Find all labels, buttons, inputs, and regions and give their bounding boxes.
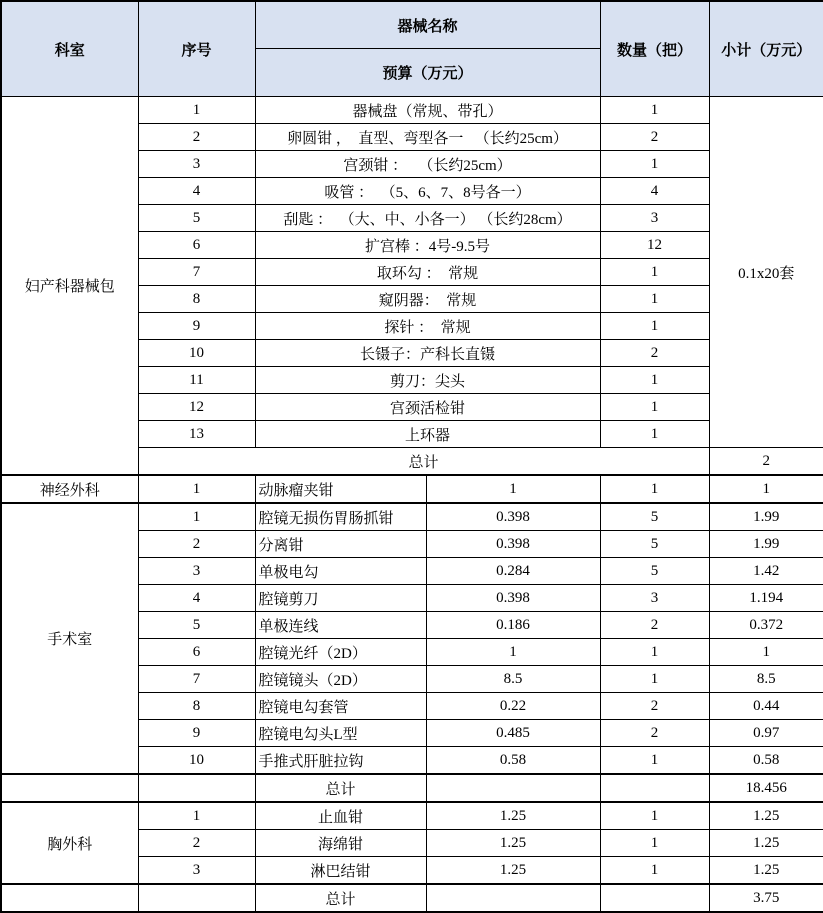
- device-name-cell: 吸管 ： （5、6、7、8号各一）: [255, 178, 600, 205]
- device-name-cell: 淋巴结钳: [255, 857, 426, 885]
- seq-cell: 1: [138, 475, 255, 503]
- table-row: [1, 503, 823, 531]
- qty-cell: 1: [600, 475, 709, 503]
- subtotal-cell: 0.372: [709, 612, 823, 639]
- seq-cell: 1: [138, 97, 255, 124]
- subtotal-cell: 0.44: [709, 693, 823, 720]
- device-name-cell: 上环器: [255, 421, 600, 448]
- device-name-cell: 宫颈活检钳: [255, 394, 600, 421]
- device-name-cell: 分离钳: [255, 531, 426, 558]
- seq-cell: 5: [138, 612, 255, 639]
- qty-cell: 4: [600, 178, 709, 205]
- total-label-cell: 总计: [255, 774, 426, 802]
- empty-cell: [600, 884, 709, 912]
- empty-cell: [138, 884, 255, 912]
- device-name-cell: 单极连线: [255, 612, 426, 639]
- qty-cell: 1: [600, 830, 709, 857]
- device-name-cell: 单极电勾: [255, 558, 426, 585]
- device-name-cell: 止血钳: [255, 802, 426, 830]
- subtotal-cell: 1: [709, 475, 823, 503]
- qty-cell: 2: [600, 720, 709, 747]
- seq-cell: 2: [138, 830, 255, 857]
- qty-cell: 5: [600, 531, 709, 558]
- budget-cell: 0.186: [426, 612, 600, 639]
- empty-cell: [600, 774, 709, 802]
- device-name-cell: 窥阴器： 常规: [255, 286, 600, 313]
- table-row: [1, 475, 823, 503]
- device-name-cell: 腔镜电勾头L型: [255, 720, 426, 747]
- table-row: [1, 97, 823, 124]
- seq-cell: 5: [138, 205, 255, 232]
- seq-cell: 3: [138, 857, 255, 885]
- header-qty: 数量（把）: [600, 1, 709, 97]
- qty-cell: 2: [600, 340, 709, 367]
- device-name-cell: 宫颈钳 ： （长约25cm）: [255, 151, 600, 178]
- subtotal-cell: 1.99: [709, 503, 823, 531]
- qty-cell: 3: [600, 205, 709, 232]
- budget-cell: 8.5: [426, 666, 600, 693]
- total-row: [1, 884, 823, 912]
- device-name-cell: 扩宫棒 ：4号-9.5号: [255, 232, 600, 259]
- empty-cell: [426, 884, 600, 912]
- total-label-cell: 总计: [255, 884, 426, 912]
- budget-cell: 1.25: [426, 802, 600, 830]
- budget-cell: 0.485: [426, 720, 600, 747]
- budget-cell: 0.58: [426, 747, 600, 775]
- subtotal-cell: 1.194: [709, 585, 823, 612]
- header-dept: 科室: [1, 1, 138, 97]
- subtotal-cell: 1.25: [709, 857, 823, 885]
- qty-cell: 5: [600, 503, 709, 531]
- device-name-cell: 腔镜无损伤胃肠抓钳: [255, 503, 426, 531]
- empty-cell: [426, 774, 600, 802]
- total-value-cell: 2: [709, 448, 823, 476]
- subtotal-cell: 1.25: [709, 802, 823, 830]
- seq-cell: 6: [138, 639, 255, 666]
- dept-cell: 手术室: [1, 503, 138, 774]
- seq-cell: 3: [138, 558, 255, 585]
- subtotal-cell: 0.97: [709, 720, 823, 747]
- seq-cell: 6: [138, 232, 255, 259]
- device-name-cell: 长镊子：产科长直镊: [255, 340, 600, 367]
- device-name-cell: 腔镜电勾套管: [255, 693, 426, 720]
- dept-cell: 胸外科: [1, 802, 138, 884]
- subtotal-cell: 1.25: [709, 830, 823, 857]
- device-name-cell: 海绵钳: [255, 830, 426, 857]
- dept-cell: 妇产科器械包: [1, 97, 138, 476]
- seq-cell: 8: [138, 693, 255, 720]
- seq-cell: 2: [138, 124, 255, 151]
- total-label-cell: 总计: [138, 448, 709, 476]
- budget-cell: 0.284: [426, 558, 600, 585]
- qty-cell: 1: [600, 367, 709, 394]
- header-device-name: 器械名称: [255, 1, 600, 49]
- seq-cell: 10: [138, 340, 255, 367]
- qty-cell: 1: [600, 639, 709, 666]
- qty-cell: 5: [600, 558, 709, 585]
- empty-cell: [1, 884, 138, 912]
- seq-cell: 9: [138, 313, 255, 340]
- seq-cell: 13: [138, 421, 255, 448]
- device-name-cell: 腔镜光纤（2D）: [255, 639, 426, 666]
- seq-cell: 10: [138, 747, 255, 775]
- qty-cell: 1: [600, 97, 709, 124]
- device-name-cell: 器械盘（常规、带孔）: [255, 97, 600, 124]
- budget-cell: 1.25: [426, 830, 600, 857]
- seq-cell: 4: [138, 178, 255, 205]
- seq-cell: 11: [138, 367, 255, 394]
- qty-cell: 3: [600, 585, 709, 612]
- seq-cell: 7: [138, 259, 255, 286]
- qty-cell: 1: [600, 259, 709, 286]
- qty-cell: 1: [600, 666, 709, 693]
- budget-cell: 0.398: [426, 503, 600, 531]
- seq-cell: 12: [138, 394, 255, 421]
- qty-cell: 1: [600, 286, 709, 313]
- qty-cell: 2: [600, 693, 709, 720]
- total-value-cell: 3.75: [709, 884, 823, 912]
- qty-cell: 1: [600, 421, 709, 448]
- seq-cell: 1: [138, 802, 255, 830]
- seq-cell: 9: [138, 720, 255, 747]
- device-name-cell: 动脉瘤夹钳: [255, 475, 426, 503]
- seq-cell: 8: [138, 286, 255, 313]
- qty-cell: 1: [600, 151, 709, 178]
- device-name-cell: 腔镜镜头（2D）: [255, 666, 426, 693]
- header-seq: 序号: [138, 1, 255, 97]
- total-row: [1, 774, 823, 802]
- device-name-cell: 取环勾 ： 常规: [255, 259, 600, 286]
- device-name-cell: 腔镜剪刀: [255, 585, 426, 612]
- seq-cell: 4: [138, 585, 255, 612]
- empty-cell: [1, 774, 138, 802]
- budget-cell: 1: [426, 475, 600, 503]
- qty-cell: 1: [600, 313, 709, 340]
- device-name-cell: 探针 ： 常规: [255, 313, 600, 340]
- total-value-cell: 18.456: [709, 774, 823, 802]
- pack-subtotal-cell: 0.1x20套: [709, 97, 823, 448]
- subtotal-cell: 1.99: [709, 531, 823, 558]
- budget-cell: 1.25: [426, 857, 600, 885]
- subtotal-cell: 1: [709, 639, 823, 666]
- seq-cell: 7: [138, 666, 255, 693]
- qty-cell: 2: [600, 124, 709, 151]
- device-name-cell: 剪刀：尖头: [255, 367, 600, 394]
- budget-cell: 0.398: [426, 585, 600, 612]
- subtotal-cell: 1.42: [709, 558, 823, 585]
- qty-cell: 1: [600, 747, 709, 775]
- qty-cell: 1: [600, 802, 709, 830]
- qty-cell: 1: [600, 394, 709, 421]
- device-name-cell: 刮匙 ： （大、中、小各一） （长约28cm）: [255, 205, 600, 232]
- budget-cell: 1: [426, 639, 600, 666]
- subtotal-cell: 0.58: [709, 747, 823, 775]
- budget-cell: 0.22: [426, 693, 600, 720]
- seq-cell: 2: [138, 531, 255, 558]
- budget-cell: 0.398: [426, 531, 600, 558]
- dept-cell: 神经外科: [1, 475, 138, 503]
- qty-cell: 12: [600, 232, 709, 259]
- qty-cell: 1: [600, 857, 709, 885]
- device-name-cell: 手推式肝脏拉钩: [255, 747, 426, 775]
- seq-cell: 3: [138, 151, 255, 178]
- subtotal-cell: 8.5: [709, 666, 823, 693]
- seq-cell: 1: [138, 503, 255, 531]
- header-subtotal: 小计（万元）: [709, 1, 823, 97]
- table-row: [1, 802, 823, 830]
- empty-cell: [138, 774, 255, 802]
- device-name-cell: 卵圆钳 ， 直型、弯型各一 （长约25cm）: [255, 124, 600, 151]
- header-budget: 预算（万元）: [255, 49, 600, 97]
- qty-cell: 2: [600, 612, 709, 639]
